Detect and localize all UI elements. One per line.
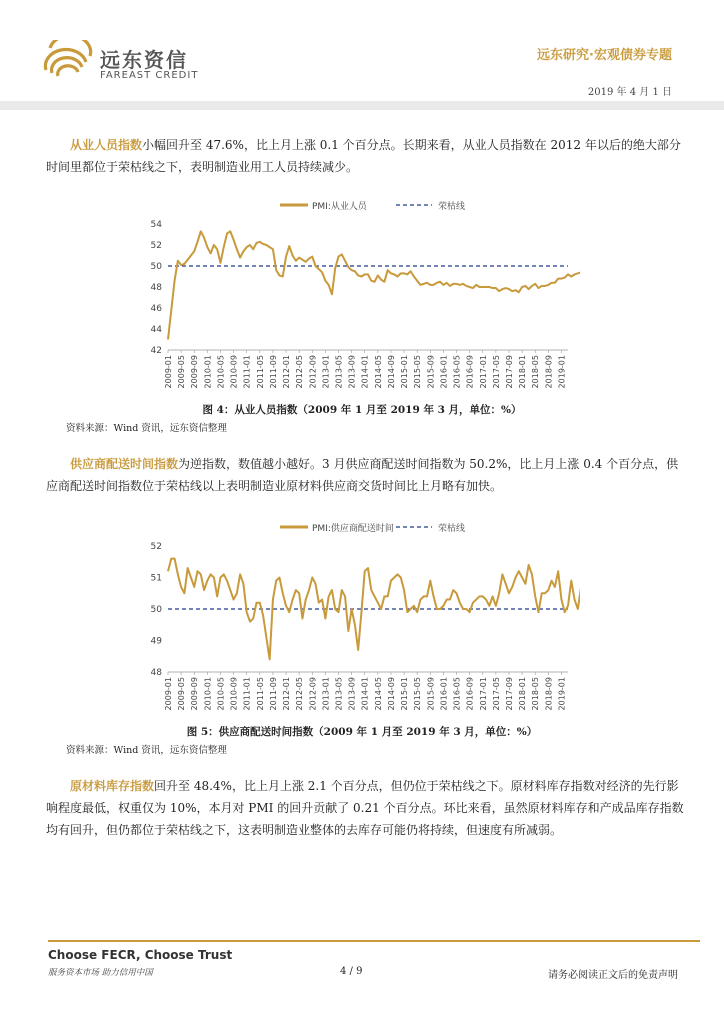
x-tick-label: 2015-05 xyxy=(413,355,423,389)
x-tick-label: 2014-09 xyxy=(386,355,396,389)
x-tick-label: 2017-09 xyxy=(504,677,514,711)
x-tick-label: 2018-09 xyxy=(544,677,554,711)
paragraph-text: 小幅回升至 47.6%，比上月上涨 0.1 个百分点。长期来看，从业人员指数在 2012 年以后的绝大部分时间里都位于荣枯线之下，表明制造业用工人员持续减少。 xyxy=(46,138,681,174)
x-tick-label: 2011-09 xyxy=(268,355,278,389)
x-tick-label: 2018-05 xyxy=(531,677,541,711)
x-tick-label: 2010-05 xyxy=(216,355,226,389)
y-tick-label: 54 xyxy=(150,220,162,230)
x-tick-label: 2015-01 xyxy=(400,355,410,389)
x-tick-label: 2012-09 xyxy=(308,677,318,711)
x-tick-label: 2016-01 xyxy=(439,355,449,389)
figure-caption: 图 4：从业人员指数（2009 年 1 月至 2019 年 3 月，单位：%） xyxy=(202,404,522,416)
paragraph-highlight: 供应商配送时间指数 xyxy=(70,457,179,471)
x-tick-label: 2015-01 xyxy=(400,677,410,711)
chart-plot xyxy=(168,231,580,339)
x-tick-label: 2014-05 xyxy=(373,355,383,389)
x-tick-label: 2015-05 xyxy=(413,677,423,711)
chart-legend xyxy=(280,200,465,212)
paragraph-inventory xyxy=(46,775,686,841)
y-tick-label: 50 xyxy=(150,262,162,272)
chart-legend xyxy=(280,522,465,534)
legend-label-threshold: 荣枯线 xyxy=(438,524,466,534)
series-title: 远东研究·宏观债券专题 xyxy=(537,48,672,63)
y-tick-label: 46 xyxy=(150,304,162,314)
paragraph-highlight: 原材料库存指数 xyxy=(70,779,155,793)
y-tick-label: 49 xyxy=(150,636,162,647)
y-tick-label: 44 xyxy=(150,325,162,335)
x-tick-label: 2009-05 xyxy=(177,677,187,711)
x-tick-label: 2013-05 xyxy=(334,355,344,389)
x-tick-label: 2017-05 xyxy=(491,355,501,389)
x-tick-label: 2019-01 xyxy=(557,677,567,711)
x-tick-label: 2013-01 xyxy=(321,355,331,389)
x-tick-label: 2015-09 xyxy=(426,355,436,389)
x-tick-label: 2013-05 xyxy=(334,677,344,711)
x-tick-label: 2018-01 xyxy=(518,677,528,711)
y-tick-label: 48 xyxy=(150,668,162,678)
x-tick-label: 2012-09 xyxy=(308,355,318,389)
paragraph-highlight: 从业人员指数 xyxy=(70,138,143,152)
x-tick-label: 2014-05 xyxy=(373,677,383,711)
y-tick-label: 51 xyxy=(150,573,162,584)
x-tick-label: 2009-09 xyxy=(190,355,200,389)
delivery-chart xyxy=(140,512,580,717)
footer-subslogan: 服务资本市场 助力信用中国 xyxy=(48,968,153,978)
x-tick-label: 2010-05 xyxy=(216,677,226,711)
x-tick-label: 2018-05 xyxy=(531,355,541,389)
x-tick-label: 2009-09 xyxy=(190,677,200,711)
disclaimer-note: 请务必阅读正文后的免责声明 xyxy=(548,970,678,981)
x-tick-label: 2019-01 xyxy=(557,355,567,389)
y-tick-label: 50 xyxy=(150,605,162,615)
x-tick-label: 2016-09 xyxy=(465,355,475,389)
x-tick-label: 2015-09 xyxy=(426,677,436,711)
x-tick-label: 2009-05 xyxy=(177,355,187,389)
paragraph-text: 为逆指数，数值越小越好。3 月供应商配送时间指数为 50.2%，比上月上涨 0.4 个百分点，供应商配送时间指数位于荣枯线以上表明制造业原材料供应商交货时间比上月略有加快。 xyxy=(46,457,679,493)
footer-divider xyxy=(48,940,700,942)
x-tick-label: 2016-09 xyxy=(465,677,475,711)
x-tick-label: 2012-01 xyxy=(282,677,292,711)
x-tick-label: 2011-01 xyxy=(242,677,252,711)
chart-plot xyxy=(168,559,580,660)
x-tick-label: 2014-01 xyxy=(360,677,370,711)
y-tick-label: 52 xyxy=(150,542,162,552)
paragraph-employment xyxy=(46,134,686,178)
header-divider xyxy=(0,101,724,110)
x-tick-label: 2010-09 xyxy=(229,677,239,711)
legend-label-threshold: 荣枯线 xyxy=(438,202,466,212)
x-tick-label: 2016-05 xyxy=(452,355,462,389)
x-tick-label: 2014-01 xyxy=(360,355,370,389)
x-tick-label: 2017-01 xyxy=(478,677,488,711)
x-tick-label: 2011-05 xyxy=(255,677,265,711)
y-tick-label: 48 xyxy=(150,283,162,293)
paragraph-delivery xyxy=(46,453,686,497)
logo-text-en: FAREAST CREDIT xyxy=(100,70,199,81)
x-tick-label: 2011-05 xyxy=(255,355,265,389)
figure-caption: 图 5：供应商配送时间指数（2009 年 1 月至 2019 年 3 月，单位：%） xyxy=(186,726,538,738)
x-tick-label: 2017-01 xyxy=(478,355,488,389)
x-tick-label: 2013-01 xyxy=(321,677,331,711)
x-tick-label: 2010-01 xyxy=(203,355,213,389)
x-tick-label: 2013-09 xyxy=(347,355,357,389)
report-date: 2019 年 4 月 1 日 xyxy=(587,87,672,98)
figure-source: 资料来源：Wind 资讯，远东资信整理 xyxy=(66,745,227,756)
x-tick-label: 2011-01 xyxy=(242,355,252,389)
paragraph-text: 回升至 48.4%，比上月上涨 2.1 个百分点，但仍位于荣枯线之下。原材料库存指数对经济的先行影响程度最低，权重仅为 10%，本月对 PMI 的回升贡献了 0.21 个百分点。环比来看，虽然原材料库存和产成品库存指数均有回升，但仍都位于荣枯线之下，这表明制造业整体的去库存可能仍将持续，但速度有所减弱。 xyxy=(46,779,684,837)
footer-slogan: Choose FECR, Choose Trust xyxy=(48,948,233,962)
logo-text-cn: 远东资信 xyxy=(100,48,188,72)
x-tick-label: 2017-05 xyxy=(491,677,501,711)
employment-chart xyxy=(140,190,580,395)
legend-label-series: PMI:从业人员 xyxy=(312,202,367,212)
page-number: 4 / 9 xyxy=(340,966,363,977)
x-tick-label: 2013-09 xyxy=(347,677,357,711)
x-tick-label: 2010-01 xyxy=(203,677,213,711)
x-tick-label: 2012-05 xyxy=(295,355,305,389)
x-tick-label: 2018-01 xyxy=(518,355,528,389)
legend-label-series: PMI:供应商配送时间 xyxy=(312,524,394,534)
x-tick-label: 2014-09 xyxy=(386,677,396,711)
x-tick-label: 2012-01 xyxy=(282,355,292,389)
x-tick-label: 2010-09 xyxy=(229,355,239,389)
x-tick-label: 2011-09 xyxy=(268,677,278,711)
y-tick-label: 42 xyxy=(150,346,162,356)
x-tick-label: 2016-05 xyxy=(452,677,462,711)
x-tick-label: 2009-01 xyxy=(164,677,173,711)
x-tick-label: 2016-01 xyxy=(439,677,449,711)
x-tick-label: 2012-05 xyxy=(295,677,305,711)
y-tick-label: 52 xyxy=(150,241,162,251)
figure-source: 资料来源：Wind 资讯，远东资信整理 xyxy=(66,423,227,434)
fareast-logo-icon xyxy=(40,40,96,84)
x-tick-label: 2018-09 xyxy=(544,355,554,389)
x-tick-label: 2009-01 xyxy=(164,355,173,389)
x-tick-label: 2017-09 xyxy=(504,355,514,389)
series-line xyxy=(168,231,580,339)
